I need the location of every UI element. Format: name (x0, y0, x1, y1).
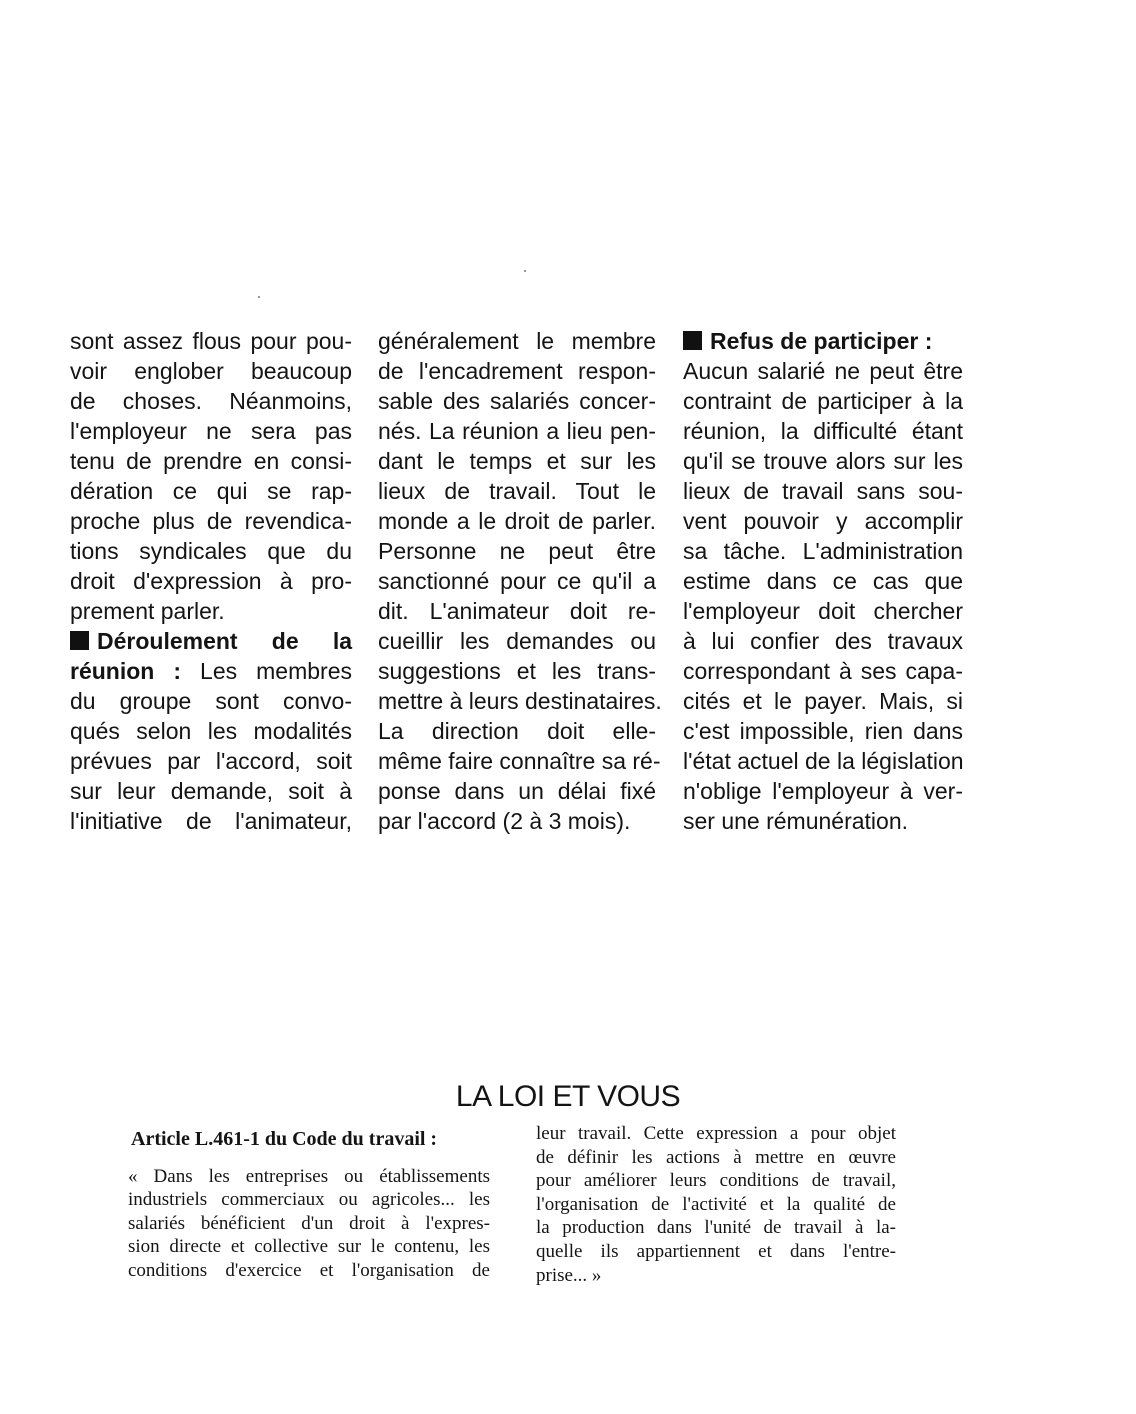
law-text-line: pour améliorer leurs conditions de travail, (536, 1170, 896, 1192)
text-line: correspondant à ses capa- (683, 658, 963, 684)
text-line: prévues par l'accord, soit (70, 748, 352, 774)
text-line (70, 656, 352, 686)
law-column-left (128, 1128, 490, 1283)
text-line: nés. La réunion a lieu pen- (378, 418, 656, 444)
text-line: cités et le payer. Mais, si (683, 688, 963, 714)
text-line: sur leur demande, soit à (70, 778, 352, 804)
text-line: monde a le droit de parler. (378, 508, 656, 534)
law-text-line: « Dans les entreprises ou établissements (128, 1165, 490, 1187)
text-line: tions syndicales que du (70, 538, 352, 564)
text-line: estime dans ce cas que (683, 568, 963, 594)
square-bullet-icon (683, 331, 702, 350)
text-fragment: Les membres (181, 658, 352, 684)
text-line: droit d'expression à pro- (70, 568, 352, 594)
text-line: l'état actuel de la législation (683, 748, 964, 774)
text-line: n'oblige l'employeur à ver- (683, 778, 963, 804)
text-line: qu'il se trouve alors sur les (683, 448, 963, 474)
text-line: prement parler. (70, 598, 225, 624)
heading-text: Refus de participer : (710, 328, 933, 354)
law-text-line: industriels commerciaux ou agricoles... les (128, 1189, 490, 1211)
text-line: proche plus de revendica- (70, 508, 352, 534)
scan-speck (524, 270, 526, 272)
column-2 (378, 326, 662, 836)
law-text-line: quelle ils appartiennent et dans l'entre- (536, 1240, 896, 1262)
text-line: Aucun salarié ne peut être (683, 358, 963, 384)
scan-speck (258, 296, 260, 298)
law-text-line: de définir les actions à mettre en œuvre (536, 1146, 896, 1168)
text-line: de l'encadrement respon- (378, 358, 656, 384)
text-line: sont assez flous pour pou- (70, 328, 352, 354)
column-3 (683, 326, 963, 836)
law-text-line: leur travail. Cette expression a pour objet (536, 1123, 896, 1144)
text-line: cueillir les demandes ou (378, 628, 656, 654)
law-text-line: conditions d'exercice et l'organisation de (128, 1259, 490, 1281)
text-line: ponse dans un délai fixé (378, 778, 656, 804)
text-line: de choses. Néanmoins, (70, 388, 352, 414)
law-text-line: salariés bénéficient d'un droit à l'expres- (128, 1212, 490, 1234)
text-line: sa tâche. L'administration (683, 538, 963, 564)
text-line: mettre à leurs destinataires. (378, 688, 662, 714)
text-line: contraint de participer à la (683, 388, 963, 414)
column-1 (70, 326, 352, 836)
text-line: dit. L'animateur doit re- (378, 598, 656, 624)
text-line: c'est impossible, rien dans (683, 718, 963, 744)
law-text-line: prise... » (536, 1264, 602, 1286)
text-line: sable des salariés concer- (378, 388, 656, 414)
section-heading-refus (683, 326, 963, 356)
text-line: dération ce qui se rap- (70, 478, 352, 504)
heading-text: Déroulement de la (97, 628, 352, 654)
text-line: du groupe sont convo- (70, 688, 352, 714)
text-line: même faire connaître sa ré- (378, 748, 661, 774)
text-line: par l'accord (2 à 3 mois). (378, 808, 631, 834)
text-line: vent pouvoir y accomplir (683, 508, 963, 534)
square-bullet-icon (70, 631, 89, 650)
text-line: l'employeur doit chercher (683, 598, 963, 624)
law-text-line: sion directe et collective sur le contenu, les (128, 1236, 490, 1258)
heading-text: réunion : (70, 658, 182, 684)
text-line: suggestions et les trans- (378, 658, 656, 684)
section-heading-deroulement (70, 626, 352, 656)
text-line: à lui confier des travaux (683, 628, 963, 654)
law-column-right (536, 1122, 896, 1287)
law-article-subtitle: Article L.461-1 du Code du travail : (131, 1128, 438, 1150)
text-line: tenu de prendre en consi- (70, 448, 352, 474)
text-line: ser une rémunération. (683, 808, 909, 834)
text-line: sanctionné pour ce qu'il a (378, 568, 656, 594)
text-line: La direction doit elle- (378, 718, 656, 744)
text-line: qués selon les modalités (70, 718, 352, 744)
text-line: lieux de travail. Tout le (378, 478, 656, 504)
law-text-line: la production dans l'unité de travail à la- (536, 1217, 896, 1239)
text-line: dant le temps et sur les (378, 448, 656, 474)
text-line: voir englober beaucoup (70, 358, 352, 384)
text-line: généralement le membre (378, 328, 656, 354)
text-line: l'employeur ne sera pas (70, 418, 352, 444)
text-line: Personne ne peut être (378, 538, 656, 564)
law-text-line: l'organisation de l'activité et la qualité de (536, 1193, 896, 1215)
text-line: l'initiative de l'animateur, (70, 808, 352, 834)
text-line: lieux de travail sans sou- (683, 478, 963, 504)
text-line: réunion, la difficulté étant (683, 418, 963, 444)
law-box-title: LA LOI ET VOUS (455, 1080, 681, 1113)
